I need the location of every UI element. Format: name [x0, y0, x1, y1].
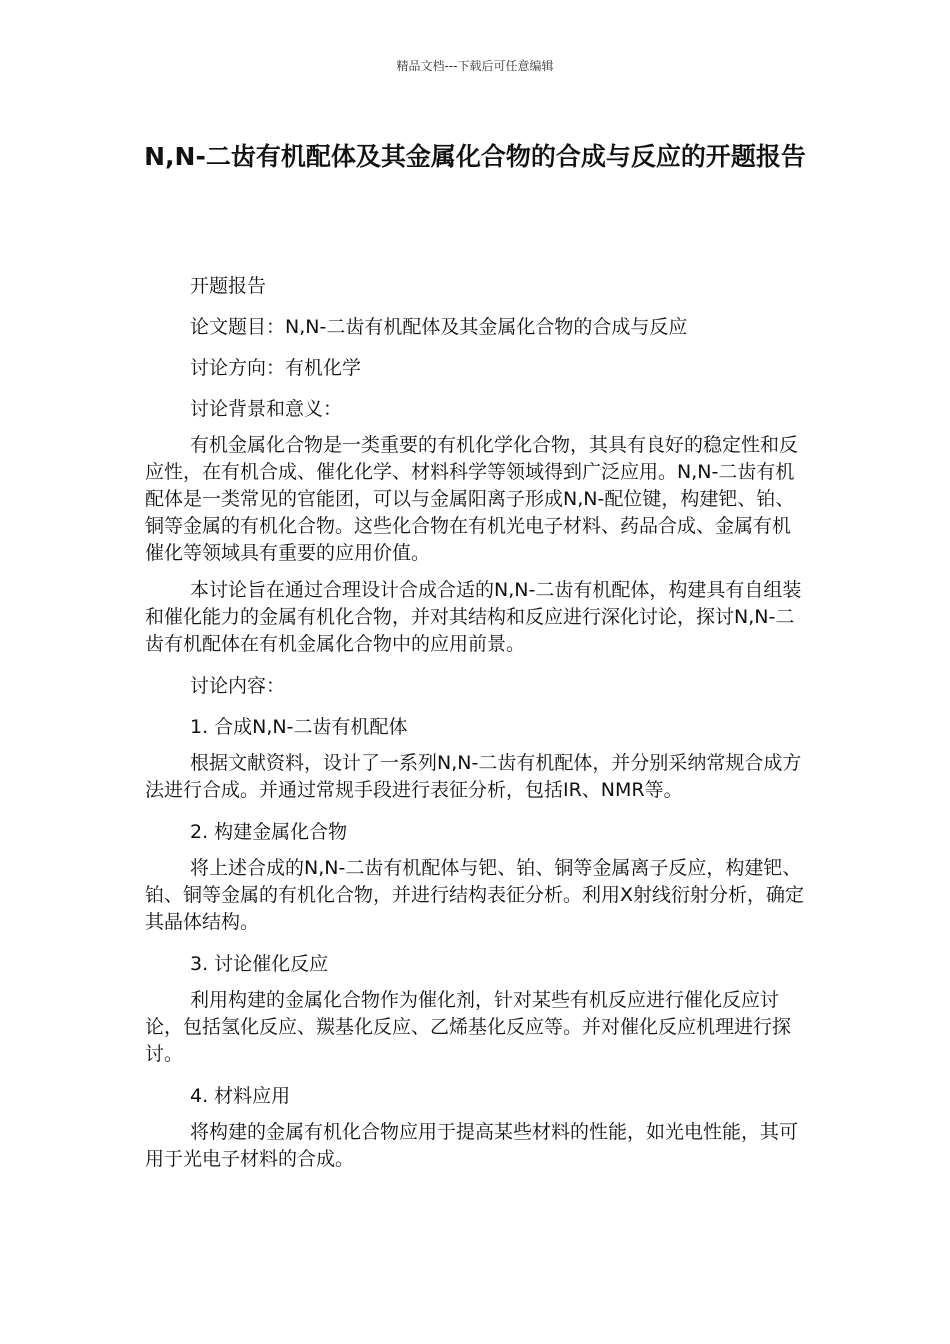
item-4-heading: 4. 材料应用 — [190, 1085, 291, 1107]
document-title: N,N-二齿有机配体及其金属化合物的合成与反应的开题报告 — [144, 142, 806, 171]
thesis-title-line: 论文题目：N,N-二齿有机配体及其金属化合物的合成与反应 — [190, 316, 688, 338]
background-heading: 讨论背景和意义： — [190, 398, 343, 420]
document-body — [145, 268, 805, 1183]
aim-paragraph: 本讨论旨在通过合理设计合成合适的N,N-二齿有机配体，构建具有自组装和催化能力的金属有机化合物，并对其结构和反应进行深化讨论，探讨N,N-二齿有机配体在有机金属化合物中的应用前景。 — [145, 579, 802, 655]
item-1-heading: 1. 合成N,N-二齿有机配体 — [190, 716, 408, 738]
item-1-paragraph: 根据文献资料，设计了一系列N,N-二齿有机配体，并分别采纳常规合成方法进行合成。并通过常规手段进行表征分析，包括IR、NMR等。 — [145, 752, 802, 801]
item-4-paragraph: 将构建的金属有机化合物应用于提高某些材料的性能，如光电性能，其可用于光电子材料的合成。 — [145, 1121, 799, 1170]
research-direction-line: 讨论方向：有机化学 — [190, 357, 362, 379]
item-2-paragraph: 将上述合成的N,N-二齿有机配体与钯、铂、铜等金属离子反应，构建钯、铂、铜等金属的有机化合物，并进行结构表征分析。利用X射线衍射分析，确定其晶体结构。 — [145, 857, 805, 933]
item-2-heading: 2. 构建金属化合物 — [190, 821, 348, 843]
background-paragraph: 有机金属化合物是一类重要的有机化学化合物，其具有良好的稳定性和反应性，在有机合成、催化化学、材料科学等领域得到广泛应用。N,N-二齿有机配体是一类常见的官能团，可以与金属阳离子形成N,N-配位键，构建钯、铂、铜等金属的有机化合物。这些化合物在有机光电子材料、药品合成、金属有机催化等领域具有重要的应用价值。 — [145, 434, 799, 564]
header-note: 精品文档---下载后可任意编辑 — [396, 59, 554, 73]
section-heading: 开题报告 — [190, 275, 267, 297]
item-3-heading: 3. 讨论催化反应 — [190, 953, 329, 975]
content-heading: 讨论内容： — [190, 675, 286, 697]
item-3-paragraph: 利用构建的金属化合物作为催化剂，针对某些有机反应进行催化反应讨论，包括氢化反应、羰基化反应、乙烯基化反应等。并对催化反应机理进行探讨。 — [145, 989, 792, 1065]
